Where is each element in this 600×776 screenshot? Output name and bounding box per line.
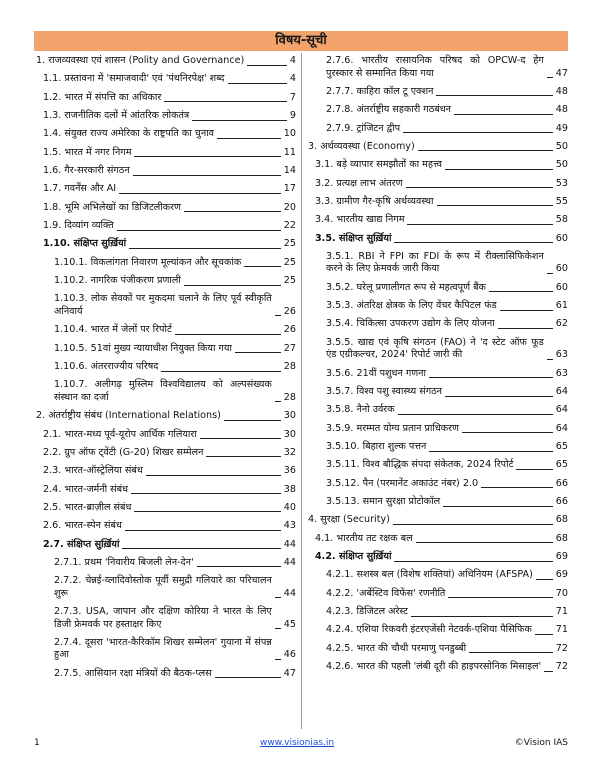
toc-entry-title: 3.4. भारतीय खाद्य निगम [315,214,405,226]
toc-entry-title: 1.4. संयुक्त राज्य अमेरिका के राष्ट्रपति का चुनाव [43,128,214,140]
toc-entry-page: 48 [555,85,568,97]
toc-entry[interactable] [306,233,568,246]
toc-leader-line [406,187,553,188]
toc-entry-title: 3.5.5. खाद्य एवं कृषि संगठन (FAO) ने 'द स्टेट ऑफ फूड एंड एग्रीकल्चर, 2024' रिपोर्ट जारी की [326,336,544,361]
toc-entry-page: 61 [555,300,568,312]
toc-leader-line [436,95,552,96]
toc-entry-page: 7 [289,91,296,103]
toc-leader-line [275,659,281,660]
toc-entry-title: 2.7.8. अंतर्राष्ट्रीय सहकारी गठबंधन [326,104,451,116]
toc-entry-title: 1.8. भूमि अभिलेखों का डिजिटलीकरण [43,201,181,213]
toc-entry[interactable] [306,533,568,546]
toc-leader-line [192,120,287,121]
toc-leader-line [175,334,281,335]
toc-entry[interactable] [306,441,568,454]
toc-entry-title: 1.2. भारत में संपत्ति का अधिकार [43,91,162,103]
toc-leader-line [275,315,281,316]
toc-entry[interactable] [306,569,568,582]
toc-leader-line [516,469,552,470]
toc-leader-line [133,175,281,176]
toc-leader-line [164,101,287,102]
toc-entry-page: 60 [555,232,568,244]
toc-entry-page: 63 [555,349,568,361]
toc-leader-line [445,396,553,397]
toc-entry-page: 66 [555,496,568,508]
toc-leader-line [131,493,281,494]
toc-entry[interactable] [306,606,568,619]
toc-entry[interactable] [34,73,296,86]
toc-entry-page: 63 [555,367,568,379]
toc-entry-title: 1.9. दिव्यांग व्यक्ति [43,220,114,232]
toc-entry[interactable] [306,337,568,362]
toc-leader-line [393,524,553,525]
toc-entry-page: 28 [283,361,296,372]
toc-entry-title: 4.2.6. भारत की पहली 'लंबी दूरी की हाइपरसोनिक मिसाइल' [326,661,542,673]
toc-leader-line [398,414,553,415]
toc-entry[interactable] [306,643,568,656]
toc-entry-page: 4 [289,55,296,66]
toc-leader-line [448,597,552,598]
toc-entry[interactable] [34,55,296,68]
toc-entry-page: 44 [283,587,296,599]
toc-entry-title: 4. सुरक्षा (Security) [308,514,390,526]
toc-entry[interactable] [34,379,296,404]
toc-entry-title: 4.1. भारतीय तट रक्षक बल [315,532,413,544]
toc-entry-title: 1.10.4. भारत में जेलों पर रिपोर्ट [54,324,172,336]
toc-leader-line [407,224,552,225]
toc-entry[interactable] [306,55,568,80]
toc-entry[interactable] [306,123,568,136]
toc-entry[interactable] [306,86,568,99]
toc-leader-line [498,328,553,329]
toc-entry-page: 30 [283,428,296,440]
toc-entry-title: 3.5.13. समान सुरक्षा प्रोटोकॉल [326,496,441,508]
toc-entry[interactable] [34,465,296,478]
toc-entry-title: 2.7.6. भारतीय रासायनिक परिषद को OPCW-द हेग पुरस्कार से सम्मानित किया गया [326,55,544,79]
toc-entry[interactable] [34,429,296,442]
toc-entry[interactable] [306,478,568,491]
toc-entry-title: 2. अंतर्राष्ट्रीय संबंध (International Relations) [36,410,221,422]
page-footer [34,738,568,752]
toc-entry-title: 2.7.1. प्रथम 'निवारीय बिजली लेन-देन' [54,556,194,568]
toc-leader-line [445,169,553,170]
toc-entry[interactable] [306,300,568,313]
toc-entry[interactable] [34,520,296,533]
toc-leader-line [129,248,281,249]
toc-entry-page: 11 [283,146,296,158]
toc-leader-line [429,377,553,378]
toc-entry-page: 71 [555,606,568,618]
toc-entry-page: 49 [555,122,568,134]
toc-entry-title: 3.5.12. पैन (परमानेंट अकाउंट नंबर) 2.0 [326,477,479,489]
toc-entry[interactable] [34,324,296,337]
toc-entry[interactable] [306,141,568,154]
toc-entry-title: 2.7.3. USA, जापान और दक्षिण कोरिया ने भारत के लिए डिजी फ्रेमवर्क पर हस्ताक्षर किए [54,606,272,630]
toc-entry[interactable] [34,361,296,374]
toc-entry-title: 1.10.1. विकलांगता निवारण मूल्यांकन और सूचकांक [54,256,242,268]
toc-entry-title: 1.10. संक्षिप्त सुर्ख़ियां [43,238,127,250]
toc-entry-page: 47 [283,667,296,679]
toc-leader-line [197,566,281,567]
toc-entry[interactable] [306,282,568,295]
toc-entry-page: 47 [555,67,568,79]
toc-entry-page: 58 [555,214,568,226]
toc-entry[interactable] [34,110,296,123]
toc-entry-page: 60 [555,281,568,293]
toc-entry-title: 4.2.2. 'अर्बेस्टिव विफेंस' रणनीति [326,587,446,599]
toc-entry[interactable] [306,214,568,227]
toc-entry[interactable] [34,539,296,552]
toc-entry-page: 64 [555,386,568,397]
toc-entry[interactable] [34,293,296,318]
toc-entry-title: 2.7.2. चेन्नई-व्लादिवोस्तोक पूर्वी समुद्री गलियारे का परिचालन शुरू [54,575,272,599]
toc-entry-title: 2.4. भारत-जर्मनी संबंध [43,483,129,495]
toc-entry-title: 1.10.6. अंतरराज्यीय परिषद [54,361,159,372]
toc-leader-line [547,273,553,274]
toc-leader-line [535,634,553,635]
toc-entry-title: 3.5.8. नैनो उर्वरक [326,404,395,416]
toc-left-column [34,55,296,686]
toc-entry-page: 69 [555,569,568,581]
toc-leader-line [403,132,553,133]
toc-leader-line [244,266,281,267]
toc-entry[interactable] [34,202,296,215]
toc-leader-line [235,352,281,353]
toc-entry-page: 53 [555,177,568,189]
toc-entry-title: 3. अर्थव्यवस्था (Economy) [308,140,415,152]
toc-entry[interactable] [34,668,296,681]
toc-entry-title: 3.5.4. चिकित्सा उपकरण उद्योग के लिए योजना [326,318,495,330]
toc-leader-line [224,420,281,421]
toc-entry[interactable] [34,92,296,105]
toc-leader-line [536,579,553,580]
toc-entry-title: 2.1. भारत-मध्य पूर्व-यूरोप आर्थिक गलियारा [43,428,197,440]
toc-entry-title: 2.7. संक्षिप्त सुर्ख़ियां [43,538,120,550]
toc-entry-page: 48 [555,104,568,116]
toc-leader-line [275,401,281,402]
toc-entry[interactable] [34,557,296,570]
toc-entry[interactable] [306,514,568,527]
toc-entry-title: 1.3. राजनीतिक दलों में आंतरिक लोकतंत्र [43,110,190,122]
toc-entry[interactable] [306,404,568,417]
toc-entry[interactable] [306,178,568,191]
toc-right-column [306,55,568,680]
toc-entry-page: 25 [283,275,296,287]
toc-entry-title: 4.2. संक्षिप्त सुर्ख़ियां [315,551,392,563]
toc-entry-title: 4.2.4. एशिया रिकवरी इंटरएजेंसी नेटवर्क-एशिया पैसिफिक [326,624,532,636]
toc-entry-title: 1.6. गैर-सरकारी संगठन [43,165,130,177]
toc-entry-page: 69 [555,551,568,563]
toc-entry-page: 43 [283,520,296,532]
toc-entry-title: 3.5.7. विश्व पशु स्वास्थ्य संगठन [326,386,443,397]
toc-entry-page: 32 [283,446,296,458]
toc-entry[interactable] [34,238,296,251]
toc-leader-line [481,487,553,488]
toc-leader-line [454,114,553,115]
toc-entry-title: 3.5.3. अंतरिक्ष क्षेत्रक के लिए वेंचर कैपिटल फंड [326,300,497,312]
toc-leader-line [117,230,281,231]
toc-leader-line [547,77,553,78]
toc-leader-line [215,677,281,678]
toc-entry[interactable] [34,165,296,178]
toc-entry[interactable] [306,423,568,436]
toc-leader-line [443,506,553,507]
toc-leader-line [547,359,553,360]
toc-entry-title: 1.10.3. लोक सेवकों पर मुकदमा चलाने के लिए पूर्व स्वीकृति अनिवार्य [54,293,272,317]
toc-leader-line [462,432,553,433]
toc-leader-line [122,548,280,549]
toc-entry-title: 3.5.10. बिहारा शुल्क पत्तन [326,441,427,453]
toc-entry[interactable] [306,196,568,209]
toc-entry[interactable] [34,575,296,600]
toc-entry[interactable] [34,484,296,497]
toc-leader-line [134,511,280,512]
toc-leader-line [418,150,553,151]
toc-entry-page: 64 [555,422,568,434]
toc-entry[interactable] [34,128,296,141]
copyright-text: ©Vision IAS [514,738,568,748]
toc-entry-title: 1.10.2. नागरिक पंजीकरण प्रणाली [54,275,181,287]
toc-entry[interactable] [34,343,296,356]
toc-entry-page: 68 [555,514,568,526]
toc-entry-page: 70 [555,587,568,599]
toc-entry-page: 72 [555,661,568,673]
toc-entry-page: 9 [289,110,296,122]
toc-leader-line [247,65,287,66]
toc-entry-page: 26 [283,324,296,336]
toc-entry-title: 4.2.3. डिजिटल अरेस्ट [326,606,408,618]
toc-entry-page: 40 [283,501,296,513]
toc-entry-title: 3.5.9. मरम्मत योग्य प्रतान प्राधिकरण [326,422,459,434]
toc-entry-title: 3.5. संक्षिप्त सुर्ख़ियां [315,232,392,244]
toc-entry-page: 50 [555,140,568,152]
toc-leader-line [275,597,281,598]
column-divider [301,53,302,729]
toc-leader-line [275,628,281,629]
toc-entry-page: 36 [283,465,296,477]
toc-entry-page: 65 [555,459,568,471]
toc-leader-line [146,475,281,476]
toc-entry-page: 46 [283,649,296,661]
toc-leader-line [228,83,287,84]
toc-entry-page: 17 [283,183,296,195]
toc-entry-page: 68 [555,532,568,544]
toc-entry-title: 2.6. भारत-स्पेन संबंध [43,520,122,532]
toc-entry[interactable] [306,588,568,601]
toc-leader-line [394,561,552,562]
toc-entry-page: 20 [283,201,296,213]
toc-entry-title: 3.5.11. विश्व बौद्धिक संपदा संकेतक, 2024 रिपोर्ट [326,459,514,471]
toc-entry-title: 2.7.7. काहिरा कॉल टू एक्शन [326,85,434,97]
toc-leader-line [200,438,281,439]
toc-entry[interactable] [34,220,296,233]
toc-entry[interactable] [306,386,568,399]
toc-entry[interactable] [306,318,568,331]
toc-entry-title: 3.1. बड़े व्यापार समझौतों का महत्त्व [315,159,442,171]
toc-entry[interactable] [306,251,568,276]
toc-entry-page: 4 [289,73,296,85]
website-link[interactable]: www.visionias.in [260,738,335,748]
toc-title: विषय-सूची [275,33,327,48]
toc-entry-page: 62 [555,318,568,330]
toc-leader-line [217,138,281,139]
toc-entry-title: 2.7.9. ट्रांजिटन द्वीप [326,122,401,134]
toc-entry-page: 26 [283,305,296,317]
toc-entry-title: 3.5.1. RBI ने FPI का FDI के रूप में रीक्लासिफिकेशन करने के लिए फ्रेमवर्क जारी किया [326,250,544,275]
toc-leader-line [394,242,552,243]
toc-leader-line [184,285,281,286]
toc-entry-title: 3.3. ग्रामीण गैर-कृषि अर्थव्यवस्था [315,195,434,207]
toc-entry[interactable] [306,459,568,472]
toc-entry-title: 1.10.5. 51वां मुख्य न्यायाधीश नियुक्त किया गया [54,342,232,354]
toc-entry-page: 45 [283,618,296,630]
toc-entry-page: 72 [555,642,568,654]
toc-leader-line [437,205,553,206]
toc-entry[interactable] [34,410,296,423]
toc-entry-page: 71 [555,624,568,636]
toc-entry-page: 25 [283,256,296,268]
toc-entry-page: 28 [283,391,296,403]
toc-title-bar [34,31,568,51]
toc-entry-page: 14 [283,165,296,177]
toc-entry[interactable] [306,551,568,564]
toc-entry-title: 2.2. ग्रुप ऑफ ट्वेंटी (G-20) शिखर सम्मेलन [43,446,204,458]
toc-entry-title: 1. राजव्यवस्था एवं शासन (Polity and Governance) [36,55,245,66]
toc-entry-page: 60 [555,263,568,275]
toc-entry-title: 1.5. भारत में नगर निगम [43,146,132,158]
page-number: 1 [34,738,40,748]
toc-entry[interactable] [306,661,568,674]
toc-leader-line [416,542,553,543]
toc-entry-title: 4.2.1. सशस्त्र बल (विशेष शक्तियां) अधिनियम (AFSPA) [326,569,533,581]
toc-leader-line [469,652,553,653]
toc-entry-title: 2.3. भारत-ऑस्ट्रेलिया संबंध [43,465,143,477]
toc-leader-line [134,156,280,157]
toc-leader-line [500,310,553,311]
toc-leader-line [125,530,281,531]
toc-entry-title: 1.1. प्रस्तावना में 'समाजवादी' एवं 'पंथनिरपेक्ष' शब्द [43,73,225,85]
toc-entry-page: 22 [283,220,296,232]
toc-entry-title: 1.7. गवर्नेंस और AI [43,183,117,195]
toc-entry-page: 64 [555,404,568,416]
toc-entry[interactable] [306,368,568,381]
toc-leader-line [184,211,281,212]
toc-entry-page: 65 [555,441,568,453]
toc-entry-title: 2.7.4. दूसरा 'भारत-कैरिकॉम शिखर सम्मेलन' गुयाना में संपन्न हुआ [54,636,272,661]
toc-entry-title: 2.5. भारत-ब्राज़ील संबंध [43,501,132,513]
toc-entry[interactable] [34,447,296,460]
toc-entry-title: 3.5.2. घरेलू प्रणालीगत रूप से महत्वपूर्ण बैंक [326,281,486,293]
toc-entry-title: 1.10.7. अलीगढ़ मुस्लिम विश्वविद्यालय को अल्पसंख्यक संस्थान का दर्जा [54,379,272,403]
toc-entry-title: 3.5.6. 21वीं पशुधन गणना [326,367,426,379]
toc-entry-title: 3.2. प्रत्यक्ष लाभ अंतरण [315,177,403,189]
toc-entry[interactable] [306,104,568,117]
toc-entry[interactable] [34,275,296,288]
toc-entry[interactable] [34,637,296,662]
toc-entry[interactable] [34,257,296,270]
toc-entry[interactable] [306,496,568,509]
toc-entry-page: 38 [283,483,296,495]
toc-entry-page: 30 [283,410,296,422]
toc-entry-page: 66 [555,477,568,489]
toc-entry[interactable] [34,183,296,196]
toc-entry[interactable] [306,624,568,637]
toc-entry-page: 25 [283,238,296,250]
toc-entry[interactable] [34,606,296,631]
toc-entry-page: 50 [555,159,568,171]
toc-entry-title: 4.2.5. भारत की चौथी परमाणु पनडुब्बी [326,642,467,654]
toc-leader-line [161,371,280,372]
toc-entry[interactable] [34,147,296,160]
toc-entry-page: 44 [283,538,296,550]
toc-entry[interactable] [34,502,296,515]
toc-entry-page: 27 [283,342,296,354]
toc-leader-line [119,193,281,194]
toc-entry-page: 10 [283,128,296,140]
toc-leader-line [429,451,552,452]
toc-entry-page: 44 [283,556,296,568]
toc-entry[interactable] [306,159,568,172]
toc-leader-line [489,291,553,292]
toc-entry-page: 55 [555,195,568,207]
toc-leader-line [411,616,553,617]
toc-leader-line [544,671,553,672]
toc-leader-line [206,456,280,457]
toc-entry-title: 2.7.5. आसियान रक्षा मंत्रियों की बैठक-प्लस [54,667,212,679]
